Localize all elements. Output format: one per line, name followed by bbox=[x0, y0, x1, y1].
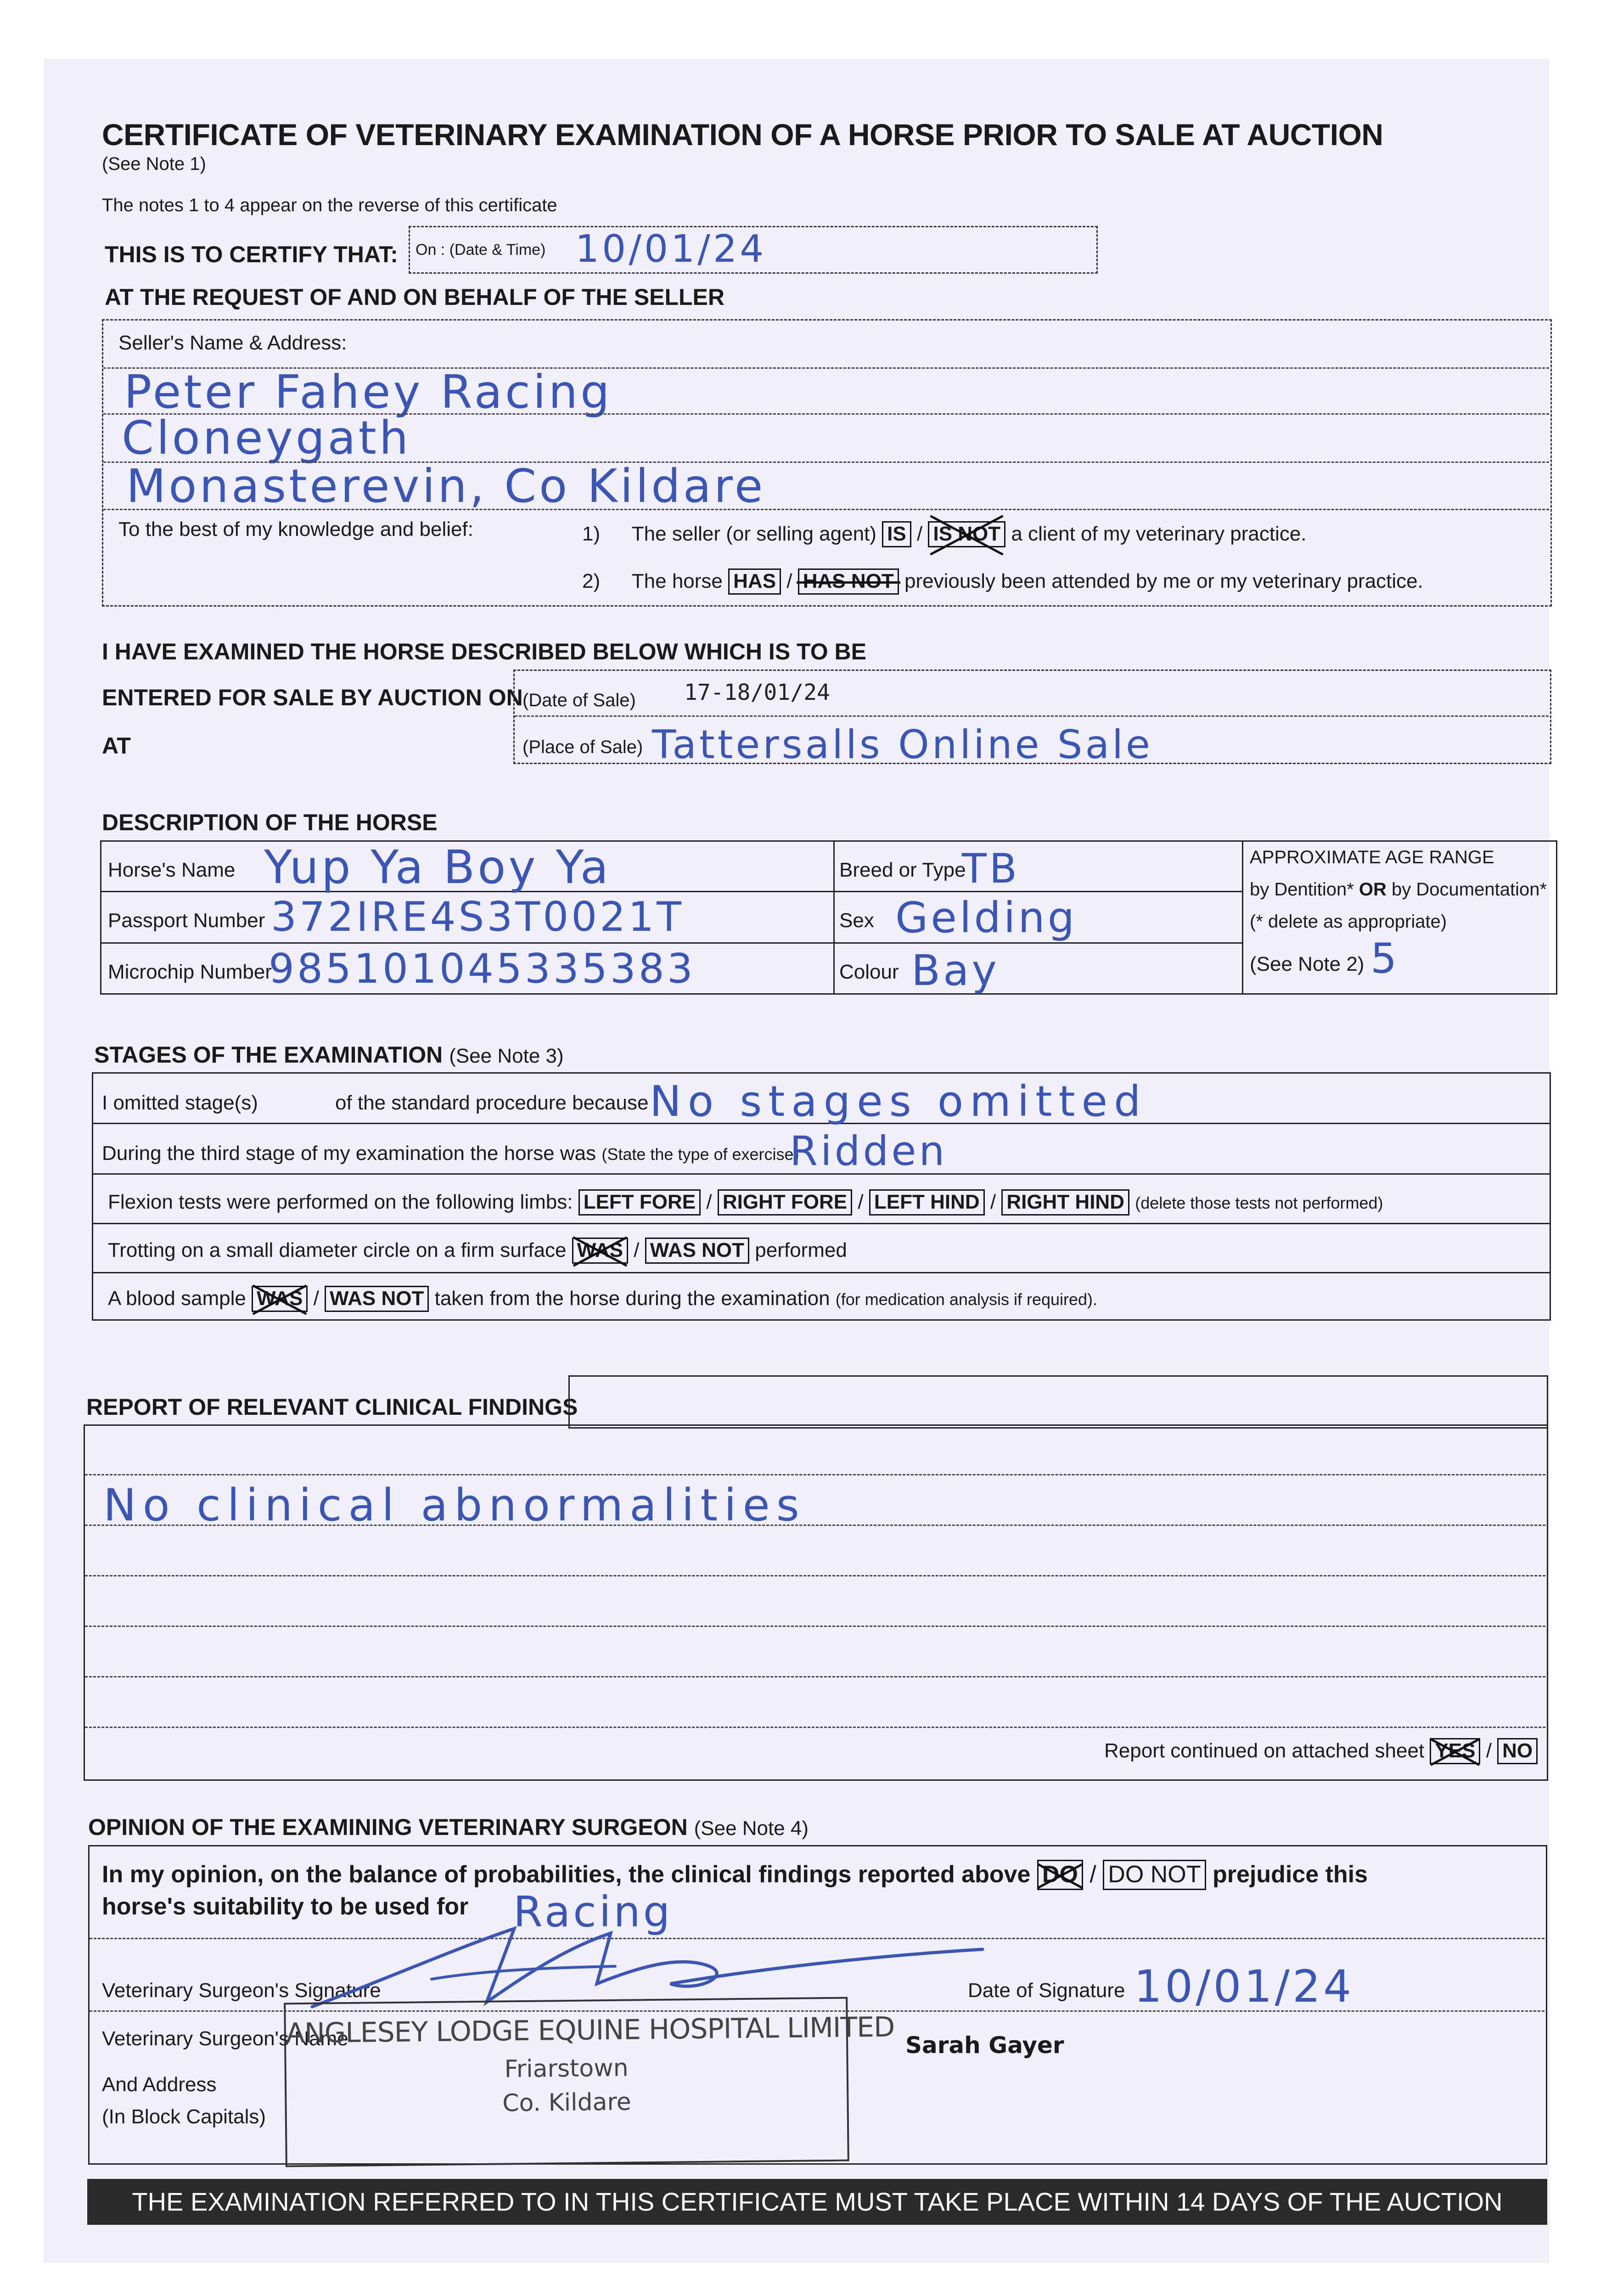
intended-use-value[interactable]: Racing bbox=[513, 1887, 673, 1936]
seller-line-3: Monasterevin, Co Kildare bbox=[126, 459, 766, 513]
sex-value[interactable]: Gelding bbox=[895, 893, 1078, 942]
at-label: AT bbox=[102, 733, 131, 759]
date-time-value: 10/01/24 bbox=[575, 227, 767, 271]
stamp-line-2: Friarstown bbox=[504, 2054, 629, 2083]
place-of-sale-label: (Place of Sale) bbox=[522, 737, 643, 757]
vet-name-value[interactable]: Sarah Gayer bbox=[905, 2032, 1064, 2059]
colour-value[interactable]: Bay bbox=[911, 946, 1000, 995]
left-fore-option[interactable]: LEFT FORE bbox=[578, 1189, 701, 1216]
trotting-row: Trotting on a small diameter circle on a firm surface WAS / WAS NOT performed bbox=[108, 1238, 847, 1264]
examined-line: I HAVE EXAMINED THE HORSE DESCRIBED BELOW WHICH IS TO BE bbox=[102, 639, 866, 664]
date-time-label: On : (Date & Time) bbox=[416, 241, 546, 259]
seller-label: Seller's Name & Address: bbox=[118, 332, 347, 354]
age-see-note: (See Note 2) bbox=[1250, 953, 1365, 975]
is-not-option[interactable]: IS NOT bbox=[928, 521, 1005, 547]
certify-label: THIS IS TO CERTIFY THAT: bbox=[105, 242, 398, 267]
seller-line-1: Peter Fahey Racing bbox=[124, 365, 612, 419]
is-option[interactable]: IS bbox=[882, 521, 911, 547]
blood-sample-row: A blood sample WAS / WAS NOT taken from the horse during the examination (for medication analysis if required). bbox=[108, 1286, 1097, 1312]
blood-was-not-option[interactable]: WAS NOT bbox=[325, 1286, 429, 1312]
knowledge-label: To the best of my knowledge and belief: bbox=[118, 518, 473, 540]
third-stage-value[interactable]: Ridden bbox=[790, 1127, 948, 1175]
date-time-field[interactable] bbox=[409, 226, 1098, 274]
statement-2: 2) The horse HAS / HAS NOT previously been attended by me or my veterinary practice. bbox=[582, 568, 1423, 595]
date-of-signature-value[interactable]: 10/01/24 bbox=[1134, 1961, 1354, 2012]
statement-1: 1) The seller (or selling agent) IS / IS NOT a client of my veterinary practice. bbox=[582, 521, 1307, 547]
right-hind-option[interactable]: RIGHT HIND bbox=[1001, 1189, 1129, 1216]
microchip-value[interactable]: 985101045335383 bbox=[269, 945, 696, 992]
seller-line-2: Cloneygath bbox=[122, 411, 411, 465]
practice-stamp bbox=[284, 1997, 895, 2167]
opinion-heading: OPINION OF THE EXAMINING VETERINARY SURGEON (See Note 4) bbox=[88, 1814, 809, 1840]
title-note: (See Note 1) bbox=[102, 154, 206, 174]
trot-was-option[interactable]: WAS bbox=[572, 1238, 628, 1264]
report-continued-row: Report continued on attached sheet YES / NO bbox=[1104, 1738, 1538, 1764]
report-heading-field[interactable] bbox=[568, 1375, 1548, 1429]
age-range-title: APPROXIMATE AGE RANGE bbox=[1250, 847, 1494, 867]
horse-name-value[interactable]: Yup Ya Boy Ya bbox=[264, 840, 611, 894]
footer-banner: THE EXAMINATION REFERRED TO IN THIS CERTIFICATE MUST TAKE PLACE WITHIN 14 DAYS OF THE AUCTION bbox=[87, 2179, 1547, 2225]
vet-address-label: And Address bbox=[102, 2073, 217, 2096]
right-fore-option[interactable]: RIGHT FORE bbox=[718, 1189, 852, 1216]
breed-label: Breed or Type bbox=[839, 859, 966, 881]
document-title: CERTIFICATE OF VETERINARY EXAMINATION OF A HORSE PRIOR TO SALE AT AUCTION bbox=[102, 118, 1383, 152]
opinion-do-not-option[interactable]: DO NOT bbox=[1103, 1860, 1206, 1890]
has-option[interactable]: HAS bbox=[728, 568, 781, 595]
microchip-label: Microchip Number bbox=[108, 961, 272, 983]
date-of-sale-label: (Date of Sale) bbox=[522, 690, 636, 710]
entered-label: ENTERED FOR SALE BY AUCTION ON bbox=[102, 685, 523, 710]
trot-was-not-option[interactable]: WAS NOT bbox=[645, 1238, 749, 1264]
omitted-mid: of the standard procedure because bbox=[335, 1092, 649, 1114]
stamp-line-3: Co. Kildare bbox=[502, 2088, 631, 2117]
colour-label: Colour bbox=[839, 961, 899, 983]
flexion-row: Flexion tests were performed on the following limbs: LEFT FORE / RIGHT FORE / LEFT HIND / RIGHT HIND (delete those tests not performed) bbox=[108, 1189, 1383, 1216]
date-of-sale-value[interactable]: 17-18/01/24 bbox=[684, 680, 830, 705]
place-of-sale-value[interactable]: Tattersalls Online Sale bbox=[652, 722, 1153, 768]
opinion-do-option[interactable]: DO bbox=[1037, 1860, 1083, 1890]
has-not-option[interactable]: HAS NOT bbox=[798, 568, 899, 595]
horse-name-label: Horse's Name bbox=[108, 859, 236, 881]
breed-value[interactable]: TB bbox=[962, 845, 1020, 892]
third-stage-label: During the third stage of my examination the horse was (State the type of exercise) bbox=[102, 1142, 799, 1165]
age-delete-note: (* delete as appropriate) bbox=[1250, 912, 1447, 932]
age-value[interactable]: 5 bbox=[1370, 934, 1400, 983]
vet-name-label: Veterinary Surgeon's Name bbox=[102, 2027, 348, 2050]
opinion-text-line2: horse's suitability to be used for bbox=[102, 1893, 469, 1920]
clinical-finding: No clinical abnormalities bbox=[103, 1480, 806, 1531]
passport-value[interactable]: 372IRE4S3T0021T bbox=[271, 893, 684, 940]
stamp-line-1: ANGLESEY LODGE EQUINE HOSPITAL LIMITED bbox=[286, 2011, 895, 2050]
opinion-text: In my opinion, on the balance of probabilities, the clinical findings reported above DO / DO NOT prejudice this bbox=[102, 1860, 1368, 1890]
continued-yes-option[interactable]: YES bbox=[1430, 1738, 1480, 1764]
report-heading: REPORT OF RELEVANT CLINICAL FINDINGS bbox=[86, 1394, 578, 1420]
description-heading: DESCRIPTION OF THE HORSE bbox=[102, 810, 438, 835]
date-of-signature-label: Date of Signature bbox=[968, 1979, 1125, 2002]
request-line: AT THE REQUEST OF AND ON BEHALF OF THE SELLER bbox=[105, 284, 724, 310]
omitted-value[interactable]: No stages omitted bbox=[650, 1077, 1147, 1126]
omitted-label: I omitted stage(s) bbox=[102, 1092, 258, 1114]
sex-label: Sex bbox=[839, 909, 874, 932]
age-range-methods: by Dentition* OR by Documentation* bbox=[1250, 879, 1547, 900]
signature-label: Veterinary Surgeon's Signature bbox=[102, 1979, 381, 2002]
block-capitals-note: (In Block Capitals) bbox=[102, 2105, 266, 2128]
stages-heading: STAGES OF THE EXAMINATION (See Note 3) bbox=[94, 1042, 564, 1068]
left-hind-option[interactable]: LEFT HIND bbox=[869, 1189, 985, 1216]
notes-line: The notes 1 to 4 appear on the reverse of this certificate bbox=[102, 195, 557, 215]
blood-was-option[interactable]: WAS bbox=[252, 1286, 308, 1312]
continued-no-option[interactable]: NO bbox=[1497, 1738, 1538, 1764]
passport-label: Passport Number bbox=[108, 909, 265, 932]
